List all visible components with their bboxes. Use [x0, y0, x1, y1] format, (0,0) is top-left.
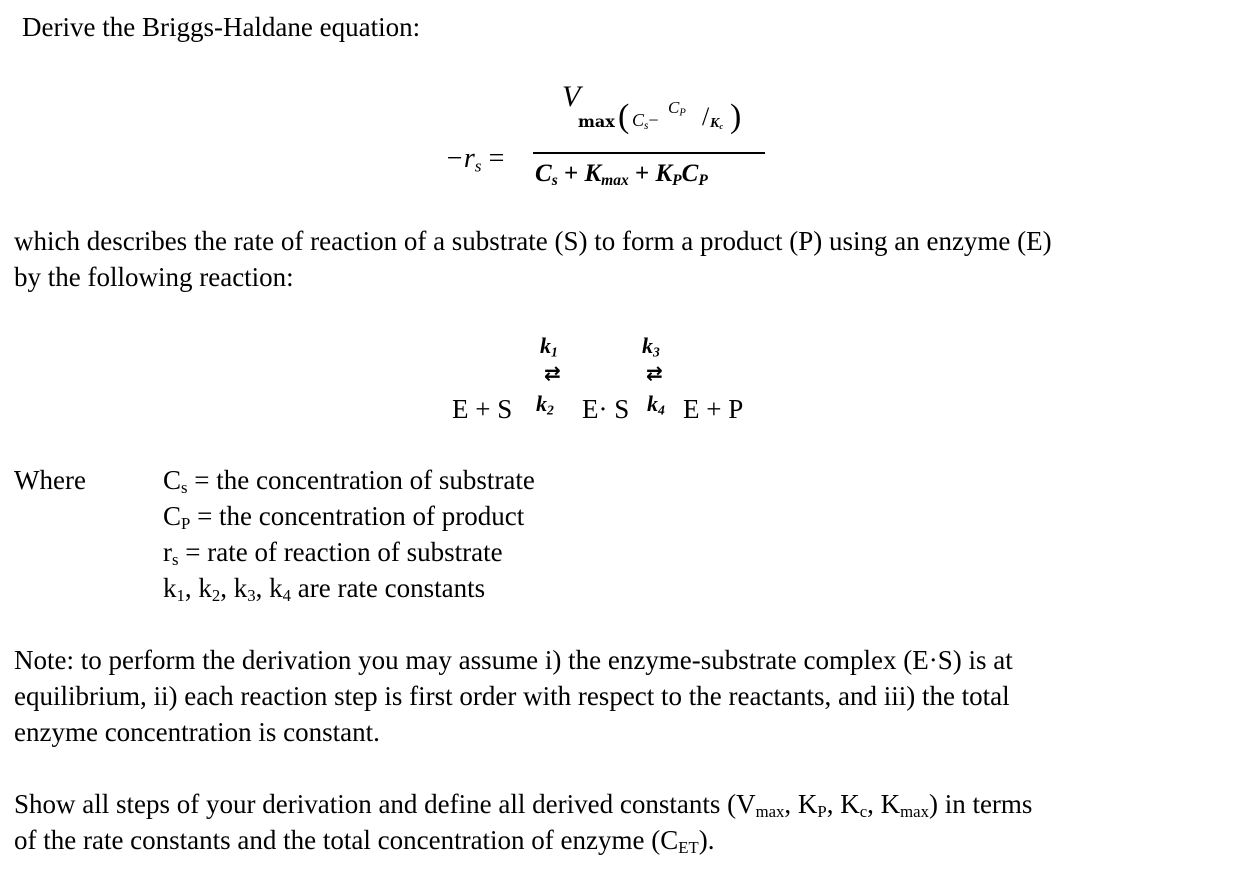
- numerator-slash: /: [702, 102, 710, 131]
- numerator-cp: $C_P$: [668, 98, 686, 119]
- fraction-bar: [533, 152, 765, 154]
- instruction-line-1: Show all steps of your derivation and define all derived constants ($V_{max}$, $K_P$, $K_c$, $K_{max}$) in terms: [14, 789, 1033, 822]
- definition-cs: $C_s$ = the concentration of substrate: [163, 465, 535, 498]
- numerator-kc: $K_c$: [710, 116, 724, 132]
- note-line-1: Note: to perform the derivation you may assume i) the enzyme-substrate complex (E·S) is at: [14, 645, 1013, 675]
- numerator-close-paren: ): [730, 98, 742, 135]
- numerator-v: V: [562, 80, 581, 113]
- rate-constant-k3: $k_3$: [642, 333, 660, 360]
- rate-constant-k2: $k_2$: [536, 391, 554, 418]
- note-line-2: equilibrium, ii) each reaction step is first order with respect to the reactants, and iii) the total: [14, 681, 1010, 711]
- rate-constant-k1: $k_1$: [540, 333, 558, 360]
- numerator-max: max: [578, 112, 615, 131]
- reaction-complex: E· S: [582, 394, 630, 424]
- description-line-2: by the following reaction:: [14, 262, 294, 292]
- denominator: $C_s + K_{max} + K_PC_P$: [535, 160, 708, 189]
- definition-cp: $C_P$ = the concentration of product: [163, 501, 525, 534]
- numerator-cs: $C_s-$: [632, 110, 659, 132]
- equilibrium-arrow-icon: ⇄: [544, 361, 561, 385]
- rate-constant-k4: $k_4$: [647, 391, 665, 418]
- reaction-right: E + P: [683, 394, 744, 424]
- definition-rs: $r_s$ = rate of reaction of substrate: [163, 537, 503, 570]
- where-label: Where: [14, 465, 86, 495]
- instruction-line-2: of the rate constants and the total concentration of enzyme $(C_{ET})$.: [14, 825, 715, 858]
- numerator-open-paren: (: [618, 98, 630, 135]
- reaction-left: E + S: [452, 394, 513, 424]
- equilibrium-arrow-icon: ⇄: [646, 361, 663, 385]
- equation-lhs: $-r_s$ =: [445, 143, 505, 176]
- description-line-1: which describes the rate of reaction of a substrate (S) to form a product (P) using an enzyme (E): [14, 226, 1052, 256]
- intro-text: Derive the Briggs-Haldane equation:: [22, 12, 421, 42]
- definition-rate-constants: $k_1$, $k_2$, $k_3$, $k_4$ are rate constants: [163, 573, 486, 606]
- note-line-3: enzyme concentration is constant.: [14, 717, 380, 747]
